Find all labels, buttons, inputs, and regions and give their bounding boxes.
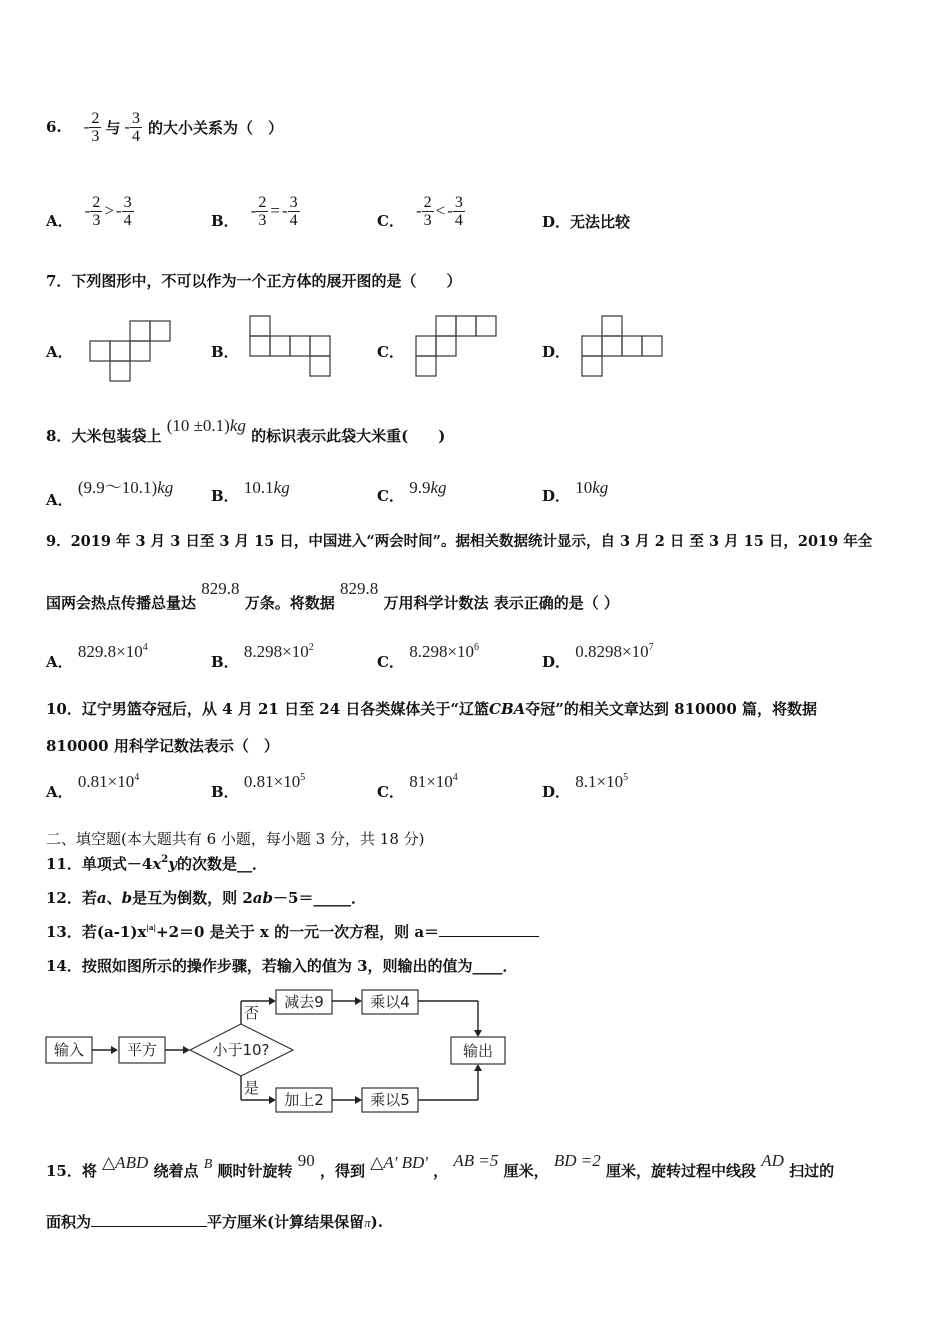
q7-option-c-label: C． xyxy=(377,343,404,361)
fc-square-label: 平方 xyxy=(126,1041,158,1059)
q8-option-b: B． 10.1kg xyxy=(211,478,290,505)
q9-option-c: C． $8.298\times 10^6$ xyxy=(377,642,480,671)
q7-stem: 7．下列图形中，不可以作为一个正方体的展开图的是（ ） xyxy=(46,272,462,290)
q8-expr: (10 ±0.1)kg xyxy=(166,416,246,435)
q9-option-b: B． $8.298\times 10^2$ xyxy=(211,642,314,671)
fc-condition-label: 小于10? xyxy=(212,1041,270,1059)
q10-option-d: D． $8.1\times 10^5$ xyxy=(542,772,629,801)
q7-net-c xyxy=(415,314,497,376)
fc-sub9-label: 减去9 xyxy=(284,993,324,1011)
q6-text: 的大小关系为（ ） xyxy=(148,118,284,137)
q13: 13．若$(a-1)x^{|a|}+2=0$ 是关于 x 的一元一次方程，则 a＝ xyxy=(46,921,539,942)
q8-option-d: D． 10kg xyxy=(542,478,609,505)
q7-net-d xyxy=(582,314,664,376)
q7-option-b-label: B． xyxy=(211,343,239,361)
q6-stem: 6. - $\frac{2}{3}$ 与 - $\frac{3}{4}$ 的大小关系为（ ） xyxy=(46,109,284,145)
q7-net-b xyxy=(248,314,330,376)
fc-add2-label: 加上2 xyxy=(284,1091,324,1109)
q9-line2: 国两会热点传播总量达 829.8 万条。将数据 829.8 万用科学计数法 表示正确的是（ ） xyxy=(46,579,619,612)
q9-line1: 9．2019 年 3 月 3 日至 3 月 15 日，中国进入“两会时间”。据相关数据统计显示，自 3 月 2 日 至 3 月 15 日，2019 年全 xyxy=(46,533,873,550)
q8-stem: 8．大米包装袋上 (10 ±0.1)kg 的标识表示此袋大米重( ) xyxy=(46,416,446,445)
q12: 12．若a、b是互为倒数，则 2ab－5＝_____． xyxy=(46,889,366,907)
q15-line2: 面积为 平方厘米(计算结果保留π). xyxy=(46,1213,383,1231)
q6-frac-a: $\frac{2}{3}$ xyxy=(91,109,100,145)
q14: 14．按照如图所示的操作步骤，若输入的值为 3，则输出的值为____． xyxy=(46,957,518,975)
q10-option-b: B． $0.81\times 10^5$ xyxy=(211,772,306,801)
fc-no-label: 否 xyxy=(244,1004,260,1022)
q14-flowchart xyxy=(40,984,520,1119)
q11: 11．单项式$-4x^2y$的次数是__． xyxy=(46,854,267,873)
q15-line1: 15．将 △ABD 绕着点 B 顺时针旋转 90 ，得到 △A' BD' ， AB =5 厘米， BD =2 厘米，旋转过程中线段 AD 扫过的 xyxy=(46,1151,835,1180)
section-2-heading: 二、填空题(本大题共有 6 小题，每小题 3 分，共 18 分) xyxy=(46,830,425,848)
fc-input-label: 输入 xyxy=(53,1041,85,1059)
q6-number: 6. xyxy=(46,118,62,136)
fc-mul5-label: 乘以5 xyxy=(370,1091,410,1109)
q7-option-a-label: A． xyxy=(46,343,73,361)
fc-yes-label: 是 xyxy=(244,1079,260,1097)
q9-option-d: D． $0.8298\times 10^7$ xyxy=(542,642,654,671)
q6-option-b: B． - $\frac{2}{3}$ = - $\frac{3}{4}$ xyxy=(211,193,298,230)
q8-option-a: A． (9.9～10.1)kg xyxy=(46,478,174,509)
q10-line1: 10．辽宁男篮夺冠后，从 4 月 21 日至 24 日各类媒体关于“辽篮CBA夺冠”的相关文章达到 810000 篇，将数据 xyxy=(46,700,817,718)
q13-answer-blank[interactable] xyxy=(439,922,539,937)
q6-option-c: C． - $\frac{2}{3}$ < - $\frac{3}{4}$ xyxy=(377,193,463,230)
q8-option-c: C． 9.9kg xyxy=(377,478,447,505)
q6-frac-b: $\frac{3}{4}$ xyxy=(132,109,141,145)
fc-mul4-label: 乘以4 xyxy=(370,993,410,1011)
q7-net-a xyxy=(90,319,170,381)
q10-option-c: C． $81\times 10^4$ xyxy=(377,772,458,801)
q6-option-d: D．无法比较 xyxy=(542,213,631,231)
q15-answer-blank[interactable] xyxy=(91,1212,207,1227)
q10-option-a: A． $0.81\times 10^4$ xyxy=(46,772,140,801)
q7-option-d-label: D． xyxy=(542,343,571,361)
fc-output-label: 输出 xyxy=(462,1042,494,1060)
q9-option-a: A． $829.8\times 10^4$ xyxy=(46,642,148,671)
q10-line2: 810000 用科学记数法表示（ ） xyxy=(46,737,279,755)
q6-option-a: A． - $\frac{2}{3}$ > - $\frac{3}{4}$ xyxy=(46,193,132,230)
